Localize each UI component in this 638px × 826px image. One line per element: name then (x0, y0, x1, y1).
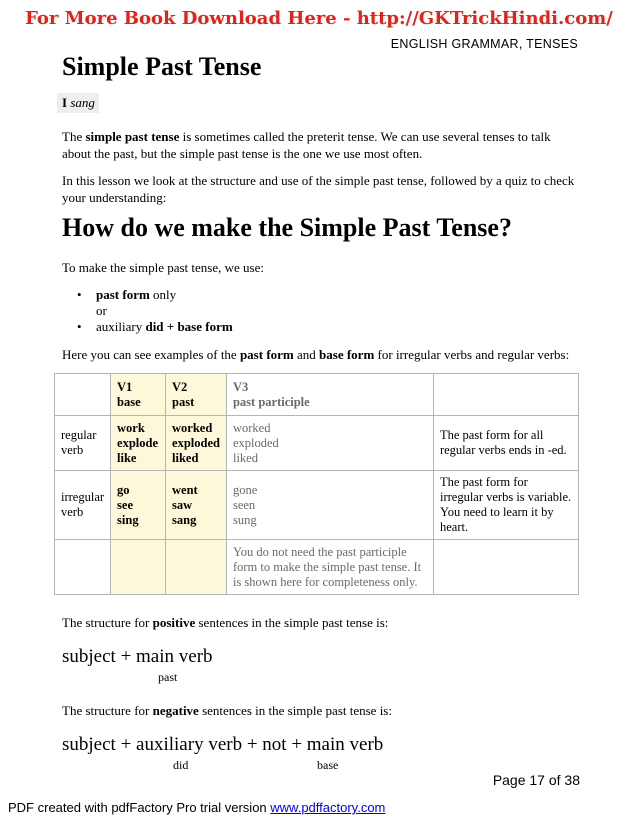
page-title: Simple Past Tense (62, 52, 262, 81)
cell-value: liked (232, 450, 258, 465)
table-corner-cell (55, 374, 111, 416)
irregular-v1 (111, 471, 166, 540)
irregular-v3 (226, 471, 433, 540)
cell-value: explode (117, 435, 159, 450)
header-v1-sub: base (117, 394, 141, 409)
positive-term: positive (152, 615, 196, 630)
positive-formula: subject + main verb (62, 646, 213, 667)
header-v1 (111, 374, 166, 416)
positive-text-rest: sentences in the simple past tense is: (195, 615, 389, 630)
intro-paragraph-1 (62, 128, 582, 162)
header-v3-label: V3 (232, 379, 249, 394)
list-item (62, 319, 233, 335)
empty-cell (433, 540, 578, 595)
regular-v2 (166, 416, 227, 471)
example-verb: sang (70, 95, 95, 110)
irregular-v2 (166, 471, 227, 540)
intro-text: The (62, 129, 86, 144)
cell-value: exploded (232, 435, 279, 450)
examples-term-base: base form (319, 347, 375, 362)
negative-term: negative (152, 703, 199, 718)
section-heading: How do we make the Simple Past Tense? (62, 213, 512, 242)
example-pronoun: I (62, 95, 68, 110)
header-v1-label: V1 (117, 379, 133, 394)
examples-paragraph (62, 346, 582, 363)
negative-paragraph (62, 702, 582, 719)
bullet-or: or (96, 303, 107, 318)
bullet-icon: • (77, 287, 82, 302)
cell-value: like (117, 450, 137, 465)
negative-text-rest: sentences in the simple past tense is: (198, 703, 392, 718)
running-head: ENGLISH GRAMMAR, TENSES (390, 37, 578, 51)
bullet-term: did + base form (145, 319, 233, 334)
cell-value: saw (172, 497, 193, 512)
examples-text: Here you can see examples of the (62, 347, 240, 362)
cell-value: exploded (172, 435, 220, 450)
verb-forms-table (54, 373, 579, 595)
cell-value: gone (232, 482, 258, 497)
cell-value: seen (232, 497, 256, 512)
examples-text: and (293, 347, 320, 362)
header-v3 (226, 374, 433, 416)
cell-value: liked (172, 450, 199, 465)
positive-paragraph (62, 614, 582, 631)
regular-note: The past form for all regular verbs ends in -ed. (433, 416, 578, 471)
examples-term-past: past form (239, 347, 294, 362)
cell-value: worked (172, 420, 213, 435)
table-row (55, 471, 579, 540)
row-label-irregular: irregular verb (55, 471, 111, 540)
page-number: Page 17 of 38 (492, 772, 580, 788)
pdf-footer (8, 800, 385, 815)
header-note-cell (433, 374, 578, 416)
regular-v1 (111, 416, 166, 471)
intro-paragraph-2: In this lesson we look at the structure and use of the simple past tense, followed by a quiz to check your understanding: (62, 173, 575, 205)
header-v3-sub: past participle (232, 394, 310, 409)
list-item (62, 287, 233, 303)
promo-banner: For More Book Download Here - http://GKTrickHindi.com/ (25, 8, 613, 29)
table-footnote: You do not need the past participle form to make the simple past tense. It is shown here for completeness only. (226, 540, 433, 595)
cell-value: sing (117, 512, 139, 527)
row-label-regular: regular verb (55, 416, 111, 471)
table-header-row (55, 374, 579, 416)
pdffactory-link[interactable]: www.pdffactory.com (270, 800, 386, 815)
negative-text: The structure for (62, 703, 153, 718)
positive-formula-sub: past (158, 670, 178, 684)
negative-formula: subject + auxiliary verb + not + main verb (62, 734, 384, 755)
cell-value: work (117, 420, 145, 435)
cell-value: sang (172, 512, 197, 527)
footer-text: PDF created with pdfFactory Pro trial version (8, 800, 271, 815)
negative-formula-sub-did: did (173, 758, 189, 772)
bullet-term: past form (96, 287, 150, 302)
cell-value: go (117, 482, 130, 497)
empty-cell (166, 540, 227, 595)
intro-text-rest: is sometimes called the preterit tense. We can use several tenses to talk about the past, but the simple past tense is the one we use most often. (62, 129, 551, 161)
make-intro: To make the simple past tense, we use: (62, 260, 264, 275)
bullet-icon: • (77, 319, 82, 334)
header-v2-sub: past (172, 394, 195, 409)
cell-value: sung (232, 512, 257, 527)
cell-value: worked (232, 420, 271, 435)
bullet-list (62, 287, 233, 335)
header-v2 (166, 374, 227, 416)
table-row (55, 540, 579, 595)
bullet-text: only (149, 287, 177, 302)
table-row (55, 416, 579, 471)
cell-value: see (117, 497, 133, 512)
empty-cell (111, 540, 166, 595)
header-v2-label: V2 (172, 379, 188, 394)
negative-formula-sub-base: base (317, 758, 339, 772)
examples-text: for irregular verbs and regular verbs: (374, 347, 570, 362)
cell-value: went (172, 482, 198, 497)
example-sentence (57, 93, 99, 113)
bullet-text: auxiliary (96, 319, 146, 334)
irregular-note: The past form for irregular verbs is variable. You need to learn it by heart. (433, 471, 578, 540)
intro-term: simple past tense (85, 129, 180, 144)
positive-text: The structure for (62, 615, 153, 630)
regular-v3 (226, 416, 433, 471)
empty-cell (55, 540, 111, 595)
